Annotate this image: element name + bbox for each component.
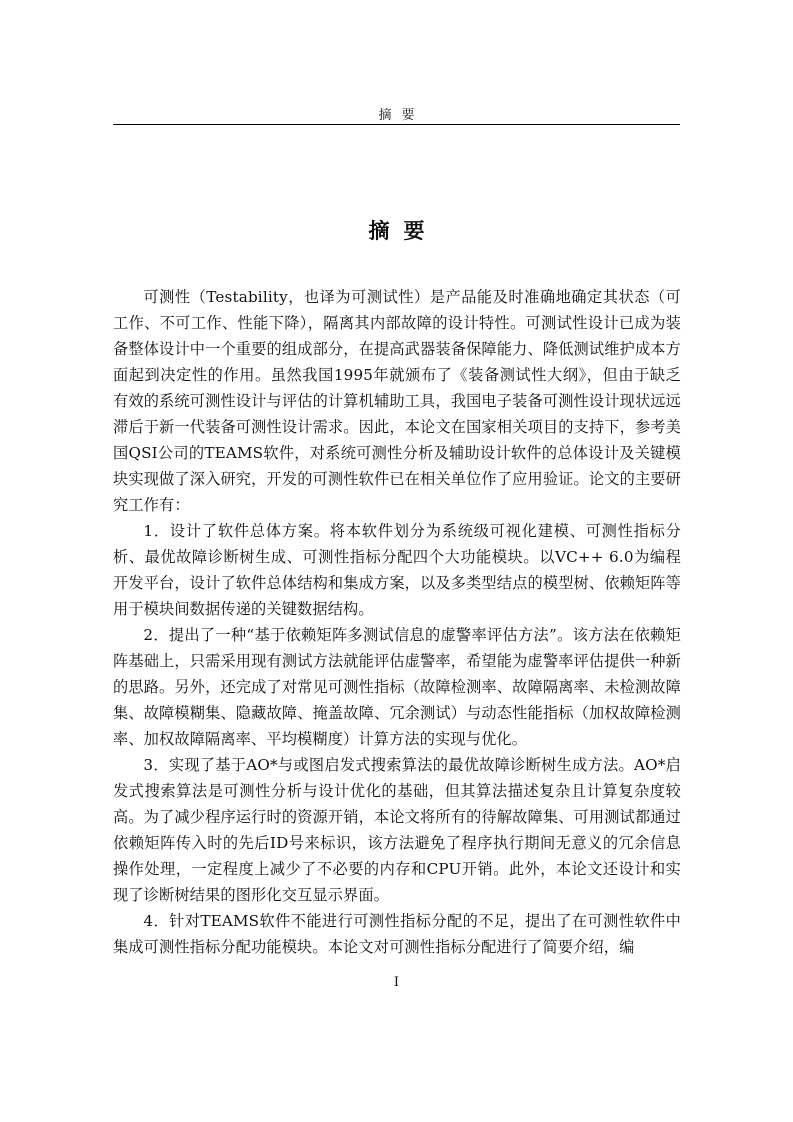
- running-header: 摘要: [378, 108, 425, 123]
- page-number: I: [393, 975, 400, 990]
- paragraph-item-3: 3．实现了基于AO*与或图启发式搜索算法的最优故障诊断树生成方法。AO*启发式搜索算法是可测性分析与设计优化的基础，但其算法描述复杂且计算复杂度较高。为了减少程序运行时的资源开销，本论文将所有的待解故障集、可用测试都通过依赖矩阵传入时的先后ID号来标识，该方法避免了程序执行期间无意义的冗余信息操作处理，一定程度上减少了不必要的内存和CPU开销。此外，本论文还设计和实现了诊断树结果的图形化交互显示界面。: [113, 756, 681, 904]
- page-title: 摘要: [368, 218, 439, 243]
- header-rule: [113, 124, 680, 125]
- paragraph-item-2: 2．提出了一种“基于依赖矩阵多测试信息的虚警率评估方法”。该方法在依赖矩阵基础上，只需采用现有测试方法就能评估虚警率，希望能为虚警率评估提供一种新的思路。另外，还完成了对常见可测性指标（故障检测率、故障隔离率、未检测故障集、故障模糊集、隐藏故障、掩盖故障、冗余测试）与动态性能指标（加权故障检测率、加权故障隔离率、平均模糊度）计算方法的实现与优化。: [113, 626, 681, 748]
- paragraph-intro: 可测性（Testability，也译为可测试性）是产品能及时准确地确定其状态（可工作、不可工作、性能下降），隔离其内部故障的设计特性。可测试性设计已成为装备整体设计中一个重要的组成部分，在提高武器装备保障能力、降低测试维护成本方面起到决定性的作用。虽然我国1995年就颁布了《装备测试性大纲》，但由于缺乏有效的系统可测性设计与评估的计算机辅助工具，我国电子装备可测性设计现状远远滞后于新一代装备可测性设计需求。因此，本论文在国家相关项目的支持下，参考美国QSI公司的TEAMS软件，对系统可测性分析及辅助设计软件的总体设计及关键模块实现做了深入研究，开发的可测性软件已在相关单位作了应用验证。论文的主要研究工作有：: [113, 288, 681, 514]
- paragraph-item-1: 1．设计了软件总体方案。将本软件划分为系统级可视化建模、可测性指标分析、最优故障诊断树生成、可测性指标分配四个大功能模块。以VC++ 6.0为编程开发平台，设计了软件总体结构和集成方案，以及多类型结点的模型树、依赖矩阵等用于模块间数据传递的关键数据结构。: [113, 522, 681, 618]
- paragraph-item-4: 4．针对TEAMS软件不能进行可测性指标分配的不足，提出了在可测性软件中集成可测性指标分配功能模块。本论文对可测性指标分配进行了简要介绍，编: [113, 912, 681, 956]
- abstract-body: [113, 284, 681, 960]
